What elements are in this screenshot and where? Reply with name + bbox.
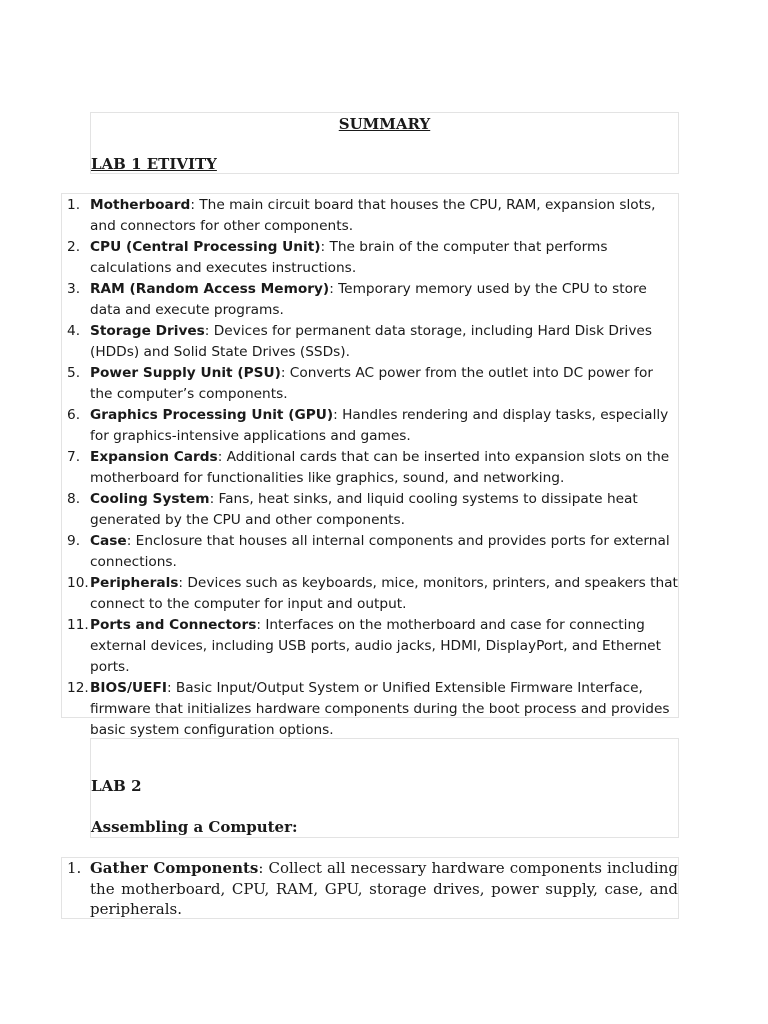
list-item (62, 279, 678, 321)
list-item-text (90, 859, 678, 918)
list-item-term: Case (90, 533, 127, 549)
list-item-text (90, 197, 656, 234)
list-item (62, 363, 678, 405)
list-item (62, 489, 678, 531)
list-item-text (90, 281, 647, 318)
list-item-term: Expansion Cards (90, 449, 218, 465)
list-item-description: : Handles rendering and display tasks, especially for graphics-intensive applications and games. (90, 407, 669, 444)
list-item-number: 7. (67, 449, 81, 465)
list-item-term: Gather Components (90, 859, 259, 877)
list-item-text (90, 407, 668, 444)
list-item-term: CPU (Central Processing Unit) (90, 239, 321, 255)
list-item-text (90, 575, 678, 612)
lab1-component-list (61, 193, 679, 738)
list-item-number: 5. (67, 365, 81, 381)
list-item-description: : The main circuit board that houses the CPU, RAM, expansion slots, and connectors for other components. (90, 197, 656, 234)
list-item-description: : Interfaces on the motherboard and case for connecting external devices, including USB ports, audio jacks, HDMI, DisplayPort, and Ethernet ports. (90, 617, 661, 675)
list-item (62, 405, 678, 447)
lab2-subheading: Assembling a Computer: (91, 818, 298, 836)
list-item-number: 1. (67, 197, 81, 213)
lab2-section (90, 738, 679, 838)
list-item (62, 573, 678, 615)
list-item-number: 9. (67, 533, 81, 549)
lab2-steps-list (61, 857, 679, 919)
lab1-heading: LAB 1 ETIVITY (91, 155, 217, 173)
list-item-number: 8. (67, 491, 81, 507)
list-item-description: : Temporary memory used by the CPU to store data and execute programs. (90, 281, 647, 318)
list-item (62, 531, 678, 573)
list-item-description: : Devices for permanent data storage, including Hard Disk Drives (HDDs) and Solid State Drives (SSDs). (90, 323, 652, 360)
lab2-list (62, 858, 678, 920)
list-item-text (90, 449, 669, 486)
list-item-number: 4. (67, 323, 81, 339)
list-item-description: : Enclosure that houses all internal components and provides ports for external connections. (90, 533, 670, 570)
list-item-term: Power Supply Unit (PSU) (90, 365, 281, 381)
list-item-term: Storage Drives (90, 323, 205, 339)
list-item-description: : Additional cards that can be inserted into expansion slots on the motherboard for functionalities like graphics, sound, and networking. (90, 449, 670, 486)
list-item-number: 6. (67, 407, 81, 423)
list-item-number: 1. (67, 859, 82, 877)
list-item-description: : Converts AC power from the outlet into DC power for the computer’s components. (90, 365, 653, 402)
list-item (62, 321, 678, 363)
list-item-term: Graphics Processing Unit (GPU) (90, 407, 334, 423)
list-item-text (90, 239, 607, 276)
list-item-description: : Fans, heat sinks, and liquid cooling systems to dissipate heat generated by the CPU and other components. (90, 491, 638, 528)
list-item (62, 237, 678, 279)
list-item-number: 11. (67, 617, 89, 633)
summary-title: SUMMARY (338, 115, 431, 133)
list-item-description: : Devices such as keyboards, mice, monitors, printers, and speakers that connect to the computer for input and output. (90, 575, 678, 612)
list-item-text (90, 617, 661, 675)
list-item-number: 3. (67, 281, 81, 297)
list-item-number: 12. (67, 680, 89, 696)
list-item-text (90, 491, 638, 528)
list-item-number: 10. (67, 575, 89, 591)
summary-section (90, 112, 679, 174)
lab2-heading: LAB 2 (91, 777, 142, 795)
list-item (62, 447, 678, 489)
list-item-description: : The brain of the computer that performs calculations and executes instructions. (90, 239, 608, 276)
list-item-number: 2. (67, 239, 81, 255)
list-item-text (90, 680, 670, 738)
list-item-description: : Collect all necessary hardware components including the motherboard, CPU, RAM, GPU, storage drives, power supply, case, and peripherals. (90, 859, 678, 918)
list-item-term: Peripherals (90, 575, 179, 591)
list-item-term: BIOS/UEFI (90, 680, 167, 696)
list-item-description: : Basic Input/Output System or Unified Extensible Firmware Interface, firmware that initializes hardware components during the boot process and provides basic system configuration options. (90, 680, 670, 738)
list-item-term: Cooling System (90, 491, 210, 507)
list-item-term: Ports and Connectors (90, 617, 257, 633)
list-item-text (90, 323, 652, 360)
list-item-text (90, 365, 653, 402)
list-item (62, 678, 678, 741)
list-item (62, 858, 678, 920)
list-item (62, 615, 678, 678)
list-item-term: RAM (Random Access Memory) (90, 281, 330, 297)
lab1-list (62, 195, 678, 741)
list-item-term: Motherboard (90, 197, 191, 213)
list-item (62, 195, 678, 237)
list-item-text (90, 533, 670, 570)
